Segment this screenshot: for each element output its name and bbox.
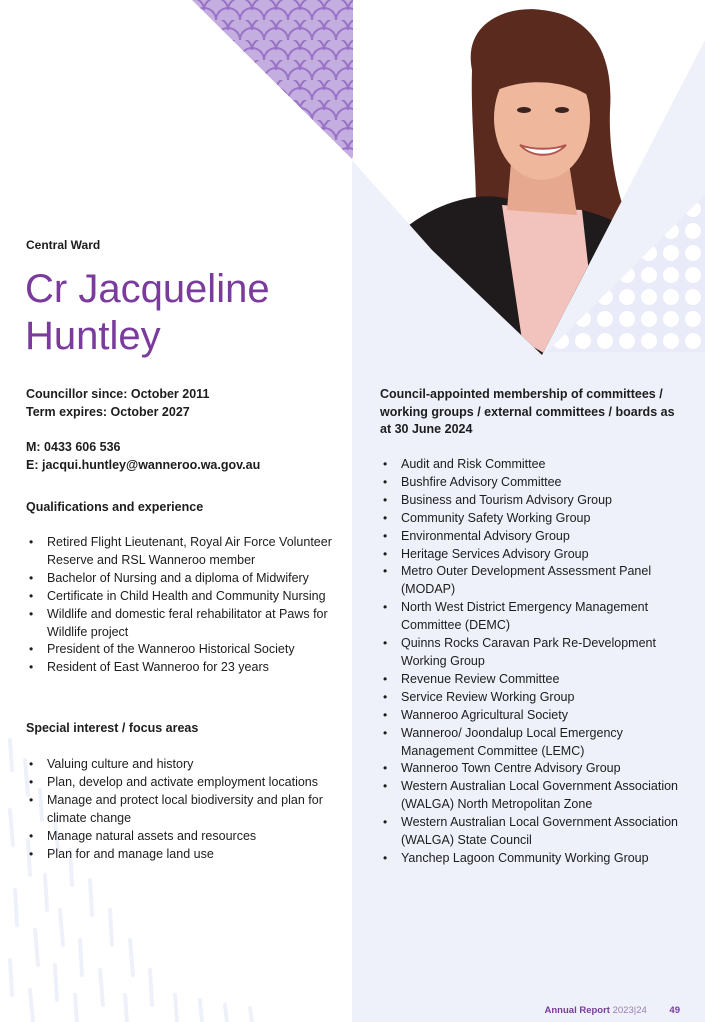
list-item: • Retired Flight Lieutenant, Royal Air Force Volunteer Reserve and RSL Wanneroo member — [26, 534, 336, 570]
term-expires: Term expires: October 2027 — [26, 404, 190, 419]
committees-heading: Council-appointed membership of committees / working groups / external committees / boards as at 30 June 2024 — [380, 387, 675, 436]
ward-label: Central Ward — [26, 238, 101, 252]
interests-heading: Special interest / focus areas — [26, 721, 199, 735]
list-item: • Service Review Working Group — [380, 689, 680, 707]
list-item: • Manage and protect local biodiversity and plan for climate change — [26, 792, 336, 828]
term-details — [26, 386, 209, 421]
list-item: • Community Safety Working Group — [380, 510, 680, 528]
qualifications-list — [26, 534, 336, 677]
footer-year: 2023|24 — [612, 1005, 647, 1016]
page-footer — [545, 1005, 680, 1016]
list-item: • Resident of East Wanneroo for 23 years — [26, 659, 336, 677]
councillor-since: Councillor since: October 2011 — [26, 387, 210, 401]
email-address[interactable]: E: jacqui.huntley@wanneroo.wa.gov.au — [26, 457, 261, 472]
list-item: • Western Australian Local Government Association (WALGA) State Council — [380, 814, 680, 850]
name-line-2: Huntley — [25, 314, 161, 358]
qualifications-heading: Qualifications and experience — [26, 500, 204, 514]
list-item: • Wanneroo Agricultural Society — [380, 707, 680, 725]
contact-details — [26, 439, 260, 474]
footer-label: Annual Report — [544, 1005, 610, 1016]
list-item: • Plan for and manage land use — [26, 846, 336, 864]
page-number: 49 — [669, 1005, 680, 1016]
list-item: • Business and Tourism Advisory Group — [380, 492, 680, 510]
councillor-name — [25, 266, 345, 360]
list-item: • Wanneroo Town Centre Advisory Group — [380, 760, 680, 778]
list-item: • Audit and Risk Committee — [380, 456, 680, 474]
list-item: • Revenue Review Committee — [380, 671, 680, 689]
list-item: • Heritage Services Advisory Group — [380, 546, 680, 564]
committees-list — [380, 456, 680, 868]
list-item: • Wanneroo/ Joondalup Local Emergency Management Committee (LEMC) — [380, 725, 680, 761]
list-item: • Bachelor of Nursing and a diploma of Midwifery — [26, 570, 336, 588]
list-item: • Certificate in Child Health and Community Nursing — [26, 588, 336, 606]
list-item: • Yanchep Lagoon Community Working Group — [380, 850, 680, 868]
list-item: • North West District Emergency Management Committee (DEMC) — [380, 599, 680, 635]
list-item: • Wildlife and domestic feral rehabilitator at Paws for Wildlife project — [26, 606, 336, 642]
interests-list — [26, 756, 336, 863]
list-item: • Quinns Rocks Caravan Park Re-Development Working Group — [380, 635, 680, 671]
list-item: • Manage natural assets and resources — [26, 828, 336, 846]
mobile-number: M: 0433 606 536 — [26, 440, 121, 454]
list-item: • Environmental Advisory Group — [380, 528, 680, 546]
list-item: • President of the Wanneroo Historical Society — [26, 641, 336, 659]
list-item: • Plan, develop and activate employment locations — [26, 774, 336, 792]
list-item: • Valuing culture and history — [26, 756, 336, 774]
scale-pattern-decoration — [192, 0, 353, 162]
name-line-1: Cr Jacqueline — [25, 267, 270, 311]
list-item: • Western Australian Local Government Association (WALGA) North Metropolitan Zone — [380, 778, 680, 814]
list-item: • Bushfire Advisory Committee — [380, 474, 680, 492]
list-item: • Metro Outer Development Assessment Panel (MODAP) — [380, 563, 680, 599]
councillor-photo — [352, 0, 705, 356]
